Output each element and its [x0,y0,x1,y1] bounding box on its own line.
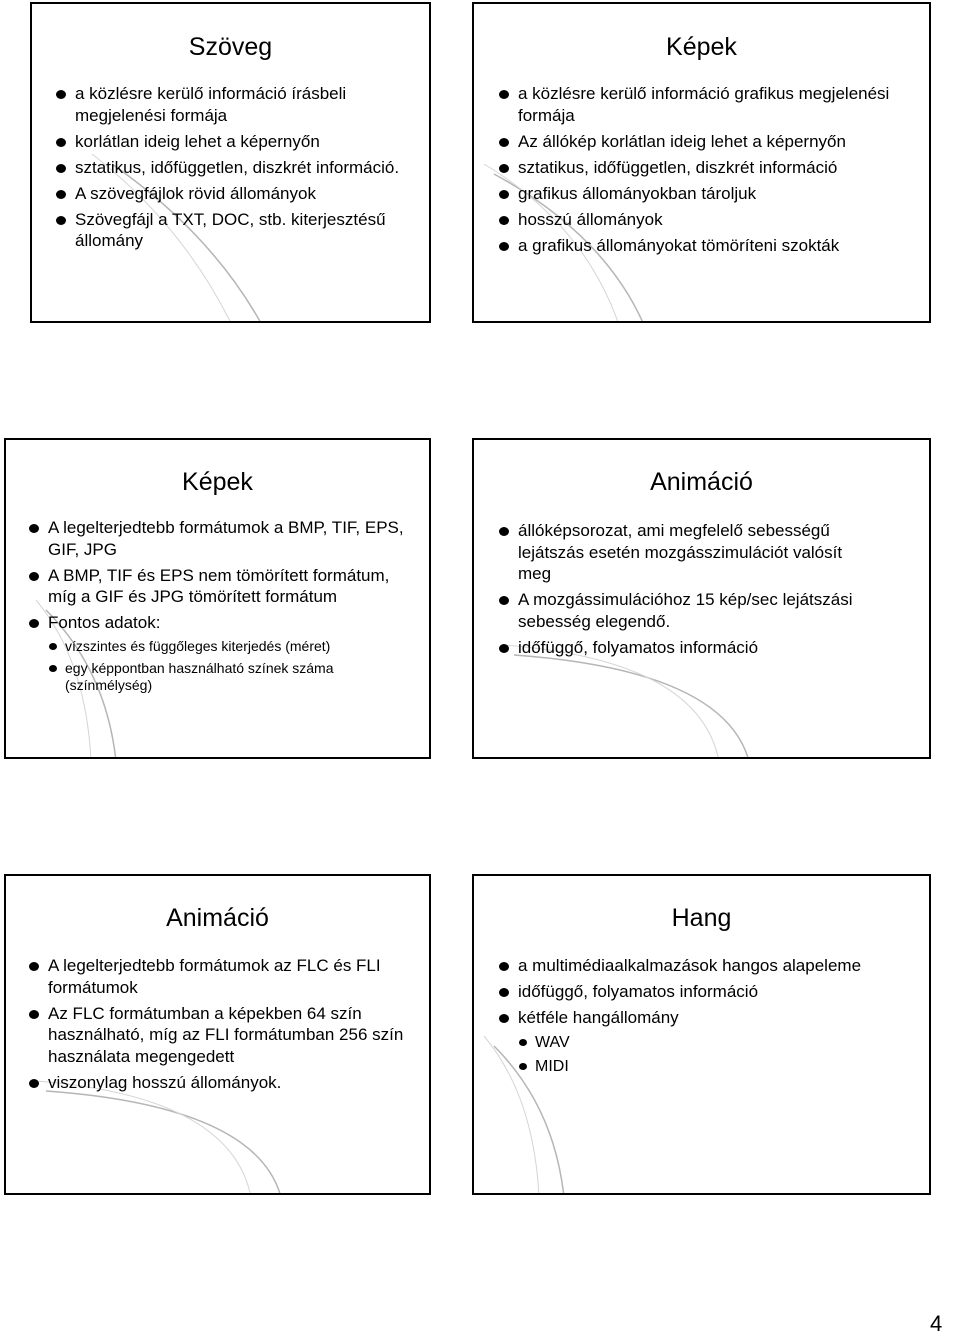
bullet-icon [29,619,39,628]
list-item: állóképsorozat, ami megfelelő sebességű lejátszás esetén mozgásszimulációt valósít meg [499,520,879,585]
list-item: A legelterjedtebb formátumok az FLC és FLI formátumok [29,955,414,998]
bullet-icon [29,1010,39,1019]
sub-list-item: MIDI [519,1057,879,1077]
bullet-icon [56,190,66,199]
list-item: A mozgássimulációhoz 15 kép/sec lejátszási sebesség elegendő. [499,589,879,632]
slide-title: Animáció [166,904,269,932]
slide-title: Animáció [650,468,753,496]
bullet-icon [499,90,509,99]
list-item: a közlésre kerülő információ írásbeli megjelenési formája [56,83,406,126]
bullet-icon [499,190,509,199]
list-item: A BMP, TIF és EPS nem tömörített formátum, míg a GIF és JPG tömörített formátum [29,565,414,608]
bullet-icon [499,138,509,147]
list-item: sztatikus, időfüggetlen, diszkrét információ [499,157,919,179]
list-item: A szövegfájlok rövid állományok [56,183,406,205]
bullet-list [56,83,406,256]
bullet-icon [56,216,66,225]
list-item: kétféle hangállomány [499,1007,879,1029]
list-item: A legelterjedtebb formátumok a BMP, TIF, EPS, GIF, JPG [29,517,414,560]
list-item: Az állókép korlátlan ideig lehet a képernyőn [499,131,919,153]
list-item: Szövegfájl a TXT, DOC, stb. kiterjesztésű állomány [56,209,406,252]
bullet-icon [499,164,509,173]
slide-kepek-1 [472,2,931,323]
slide-kepek-2 [4,438,431,759]
bullet-icon [499,962,509,971]
sub-list-item: egy képpontban használható színek száma (színmélység) [49,660,414,694]
bullet-icon [499,242,509,251]
bullet-icon [499,988,509,997]
bullet-icon [499,1014,509,1023]
list-item: grafikus állományokban tároljuk [499,183,919,205]
list-item: időfüggő, folyamatos információ [499,637,879,659]
list-item: Az FLC formátumban a képekben 64 szín használható, míg az FLI formátumban 256 szín használata megengedett [29,1003,414,1068]
slide-title: Szöveg [188,33,273,61]
list-item: a multimédiaalkalmazások hangos alapeleme [499,955,879,977]
slide-szoveg [30,2,431,323]
sub-list-item: vízszintes és függőleges kiterjedés (méret) [49,638,414,655]
bullet-icon [49,665,57,672]
bullet-list [499,83,919,261]
list-item: Fontos adatok: [29,612,414,634]
slide-title: Képek [182,468,253,496]
bullet-icon [519,1063,527,1070]
slide-title: Hang [671,904,732,932]
bullet-list [499,955,879,1081]
bullet-icon [499,216,509,225]
slide-title: Képek [666,33,737,61]
bullet-list [499,520,879,663]
bullet-icon [499,527,509,536]
bullet-icon [519,1039,527,1046]
list-item: időfüggő, folyamatos információ [499,981,879,1003]
slide-animacio-1 [472,438,931,759]
bullet-icon [29,1079,39,1088]
bullet-icon [56,164,66,173]
bullet-icon [29,524,39,533]
sub-list-item: WAV [519,1033,879,1053]
list-item: viszonylag hosszú állományok. [29,1072,414,1094]
bullet-list [29,955,414,1098]
list-item: hosszú állományok [499,209,919,231]
bullet-icon [29,962,39,971]
list-item: a közlésre kerülő információ grafikus megjelenési formája [499,83,919,126]
bullet-icon [499,644,509,653]
page-number: 4 [930,1311,943,1336]
bullet-icon [49,643,57,650]
bullet-icon [56,90,66,99]
bullet-icon [56,138,66,147]
bullet-icon [499,596,509,605]
bullet-list [29,517,414,699]
bullet-icon [29,572,39,581]
slide-hang [472,874,931,1195]
list-item: sztatikus, időfüggetlen, diszkrét információ. [56,157,406,179]
list-item: korlátlan ideig lehet a képernyőn [56,131,406,153]
slide-animacio-2 [4,874,431,1195]
list-item: a grafikus állományokat tömöríteni szokták [499,235,919,257]
